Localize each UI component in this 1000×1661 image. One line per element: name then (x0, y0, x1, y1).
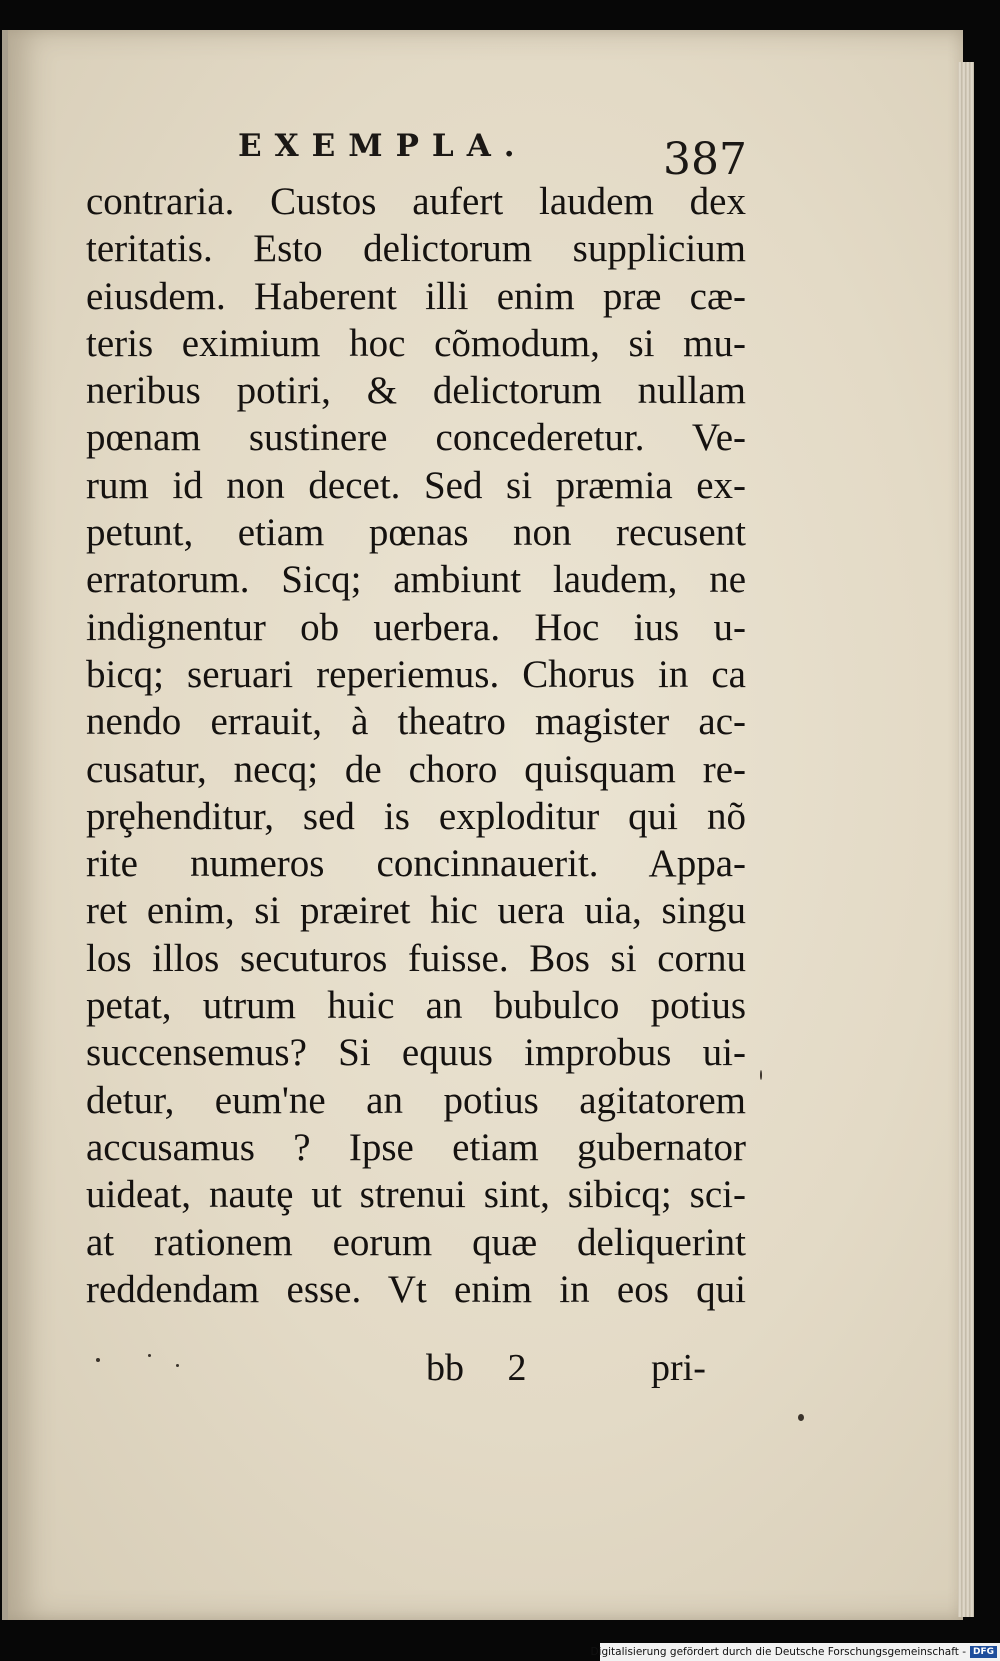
text-line: accusamus ? Ipse etiam gubernator (86, 1125, 746, 1169)
text-line: succensemus? Si equus improbus ui- (86, 1031, 746, 1075)
text-line: ret enim, si præiret hic uera uia, singu (86, 889, 746, 933)
text-line: teris eximium hoc cõmodum, si mu- (86, 321, 746, 365)
page-fore-edge (958, 62, 974, 1617)
ink-speck (760, 1070, 762, 1080)
text-line: nendo errauit, à theatro magister ac- (86, 700, 746, 744)
text-line: rum id non decet. Sed si præmia ex- (86, 463, 746, 507)
credit-text: Digitalisierung gefördert durch die Deutsche Forschungsgemeinschaft - (590, 1646, 966, 1658)
page-footer (86, 1346, 746, 1396)
text-line: contraria. Custos aufert laudem dex (86, 180, 746, 223)
text-line: neribus potiri, & delictorum nullam (86, 369, 746, 413)
text-line: detur, eum'ne an potius agitatorem (86, 1078, 746, 1122)
text-line: prȩhenditur, sed is exploditur qui nõ (86, 794, 746, 838)
credit-bar (590, 1643, 1000, 1661)
text-line: indignentur ob uerbera. Hoc ius u- (86, 605, 746, 649)
text-line: teritatis. Esto delictorum supplicium (86, 227, 746, 271)
ink-speck (176, 1364, 179, 1367)
text-line: petat, utrum huic an bubulco potius (86, 984, 746, 1028)
text-line: rite numeros concinnauerit. Appa- (86, 842, 746, 886)
text-line: cusatur, necq; de choro quisquam re- (86, 747, 746, 791)
text-line: uideat, nautȩ ut strenui sint, sibicq; sci- (86, 1173, 746, 1217)
text-line: petunt, etiam pœnas non recusent (86, 511, 746, 555)
text-line: los illos secuturos fuisse. Bos si cornu (86, 936, 746, 980)
text-line: eiusdem. Haberent illi enim præ cæ- (86, 274, 746, 318)
text-line: bicq; seruari reperiemus. Chorus in ca (86, 652, 746, 696)
text-line: at rationem eorum quæ deliquerint (86, 1220, 746, 1264)
text-line: reddendam esse. Vt enim in eos qui (86, 1267, 746, 1311)
text-block (86, 178, 746, 1313)
book-page (2, 30, 963, 1620)
ink-speck (148, 1354, 151, 1357)
text-line: erratorum. Sicq; ambiunt laudem, ne (86, 558, 746, 602)
catchword: pri- (651, 1347, 706, 1389)
running-head: EXEMPLA. (238, 128, 528, 164)
ink-speck (798, 1414, 804, 1421)
dfg-logo-icon: DFG (970, 1646, 997, 1658)
signature-mark: bb 2 (426, 1347, 527, 1389)
page-number: 387 (663, 134, 747, 185)
text-line: pœnam sustinere concederetur. Ve- (86, 416, 746, 460)
ink-speck (96, 1358, 100, 1362)
